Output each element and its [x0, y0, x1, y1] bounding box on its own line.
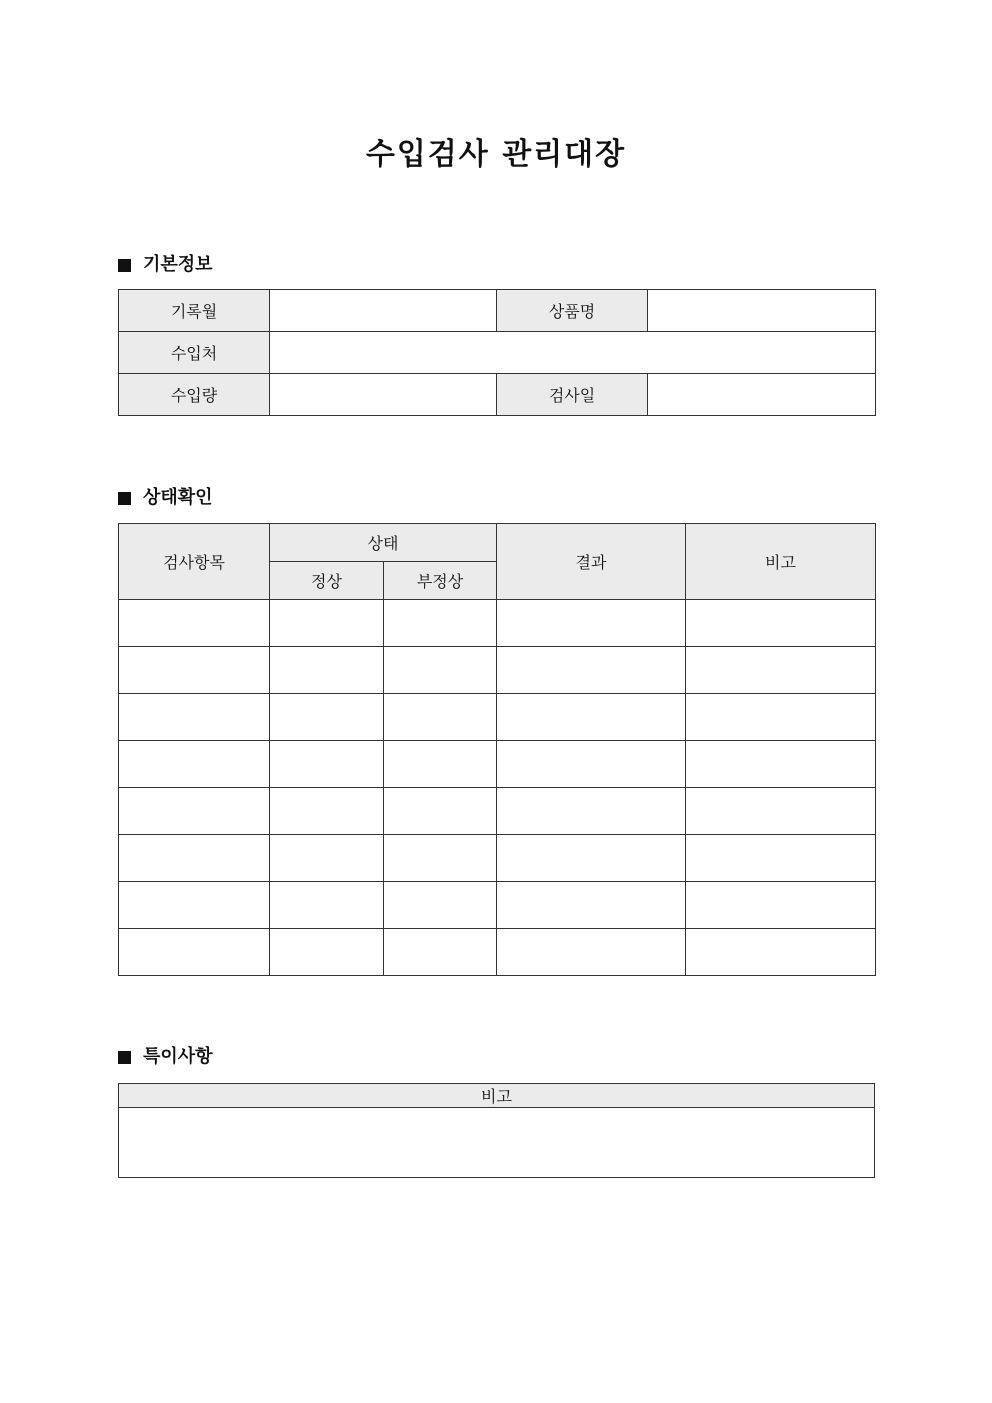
item-cell[interactable] [119, 882, 270, 929]
import-qty-field[interactable] [270, 374, 497, 416]
importer-field[interactable] [270, 332, 876, 374]
item-cell[interactable] [119, 788, 270, 835]
import-qty-label: 수입량 [119, 374, 270, 416]
normal-cell[interactable] [270, 600, 384, 647]
notes-field[interactable] [119, 1108, 875, 1178]
abnormal-cell[interactable] [384, 647, 497, 694]
record-month-field[interactable] [270, 290, 497, 332]
table-row [119, 741, 876, 788]
remarks-cell[interactable] [686, 929, 876, 976]
item-cell[interactable] [119, 929, 270, 976]
normal-cell[interactable] [270, 741, 384, 788]
normal-cell[interactable] [270, 929, 384, 976]
importer-label: 수입처 [119, 332, 270, 374]
table-row [119, 332, 876, 374]
normal-cell[interactable] [270, 882, 384, 929]
remarks-cell[interactable] [686, 741, 876, 788]
header-status: 상태 [270, 524, 497, 562]
product-name-field[interactable] [648, 290, 876, 332]
result-cell[interactable] [497, 600, 686, 647]
header-result: 결과 [497, 524, 686, 600]
section-heading-notes [118, 1045, 213, 1069]
item-cell[interactable] [119, 647, 270, 694]
page-title: 수입검사 관리대장 [365, 137, 627, 172]
header-inspection-item: 검사항목 [119, 524, 270, 600]
result-cell[interactable] [497, 694, 686, 741]
inspection-date-field[interactable] [648, 374, 876, 416]
table-header-row [119, 1084, 875, 1108]
product-name-label: 상품명 [497, 290, 648, 332]
abnormal-cell[interactable] [384, 694, 497, 741]
section-heading-basic-label: 기본정보 [143, 254, 213, 275]
item-cell[interactable] [119, 835, 270, 882]
result-cell[interactable] [497, 741, 686, 788]
result-cell[interactable] [497, 929, 686, 976]
table-row [119, 1108, 875, 1178]
header-normal: 정상 [270, 562, 384, 600]
item-cell[interactable] [119, 741, 270, 788]
remarks-cell[interactable] [686, 647, 876, 694]
result-cell[interactable] [497, 835, 686, 882]
result-cell[interactable] [497, 647, 686, 694]
abnormal-cell[interactable] [384, 741, 497, 788]
table-row [119, 600, 876, 647]
record-month-label: 기록월 [119, 290, 270, 332]
result-cell[interactable] [497, 882, 686, 929]
inspection-date-label: 검사일 [497, 374, 648, 416]
abnormal-cell[interactable] [384, 882, 497, 929]
header-abnormal: 부정상 [384, 562, 497, 600]
table-row [119, 694, 876, 741]
square-bullet-icon [118, 492, 131, 505]
notes-header: 비고 [119, 1084, 875, 1108]
normal-cell[interactable] [270, 647, 384, 694]
table-row [119, 788, 876, 835]
section-heading-notes-label: 특이사항 [143, 1046, 213, 1067]
abnormal-cell[interactable] [384, 600, 497, 647]
remarks-cell[interactable] [686, 882, 876, 929]
header-remarks: 비고 [686, 524, 876, 600]
abnormal-cell[interactable] [384, 835, 497, 882]
square-bullet-icon [118, 259, 131, 272]
section-heading-basic [118, 253, 213, 277]
abnormal-cell[interactable] [384, 929, 497, 976]
section-heading-status-label: 상태확인 [143, 487, 213, 508]
table-row [119, 835, 876, 882]
normal-cell[interactable] [270, 694, 384, 741]
table-row [119, 374, 876, 416]
abnormal-cell[interactable] [384, 788, 497, 835]
result-cell[interactable] [497, 788, 686, 835]
normal-cell[interactable] [270, 835, 384, 882]
section-heading-status [118, 486, 213, 510]
square-bullet-icon [118, 1051, 131, 1064]
normal-cell[interactable] [270, 788, 384, 835]
remarks-cell[interactable] [686, 694, 876, 741]
special-notes-table [118, 1083, 875, 1178]
table-row [119, 882, 876, 929]
remarks-cell[interactable] [686, 788, 876, 835]
item-cell[interactable] [119, 600, 270, 647]
status-check-table [118, 523, 876, 976]
table-header-row [119, 524, 876, 562]
table-row [119, 290, 876, 332]
basic-info-table [118, 289, 876, 416]
table-row [119, 929, 876, 976]
item-cell[interactable] [119, 694, 270, 741]
table-row [119, 647, 876, 694]
remarks-cell[interactable] [686, 600, 876, 647]
remarks-cell[interactable] [686, 835, 876, 882]
